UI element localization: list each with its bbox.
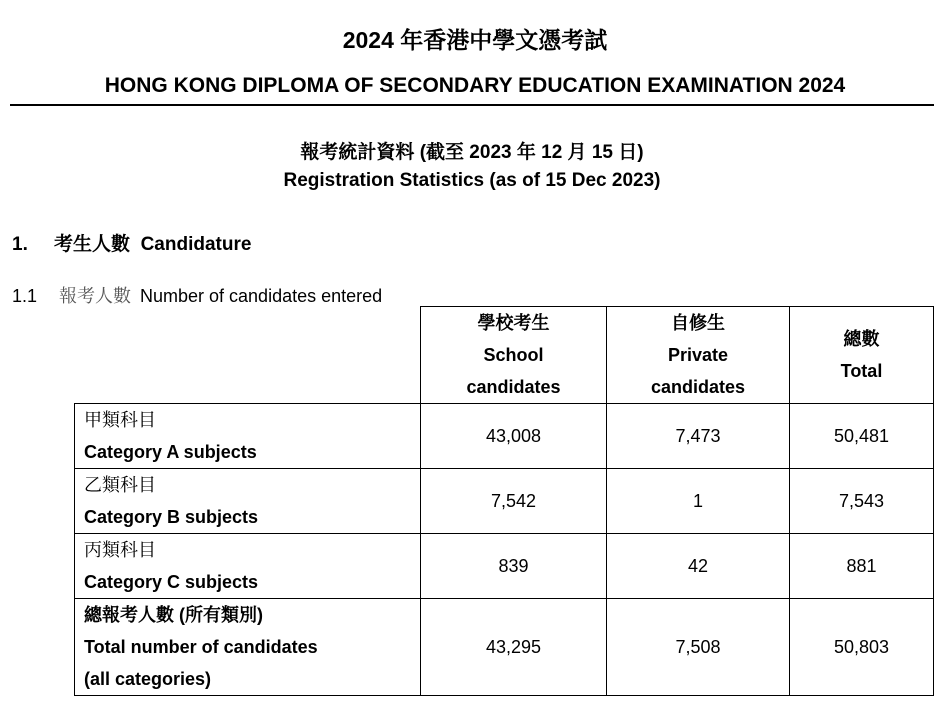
section-1-1-number: 1.1 xyxy=(12,286,38,306)
title-zh: 2024 年香港中學文憑考試 xyxy=(342,27,608,53)
title-en: HONG KONG DIPLOMA OF SECONDARY EDUCATION EXAMINATION 2024 xyxy=(104,74,846,97)
cell-private: 7,508 xyxy=(607,599,790,696)
row-label-total xyxy=(75,599,421,696)
row-label-category-b xyxy=(75,469,421,534)
row-label-zh: 乙類科目 xyxy=(84,475,156,495)
column-header-total-en: Total xyxy=(840,361,883,381)
cell-school: 43,295 xyxy=(421,599,607,696)
column-header-school-zh: 學校考生 xyxy=(477,313,550,333)
cell-total: 50,481 xyxy=(790,404,934,469)
subtitle-zh: 報考統計資料 (截至 2023 年 12 月 15 日) xyxy=(300,142,644,163)
row-label-category-c xyxy=(75,534,421,599)
table-header-row xyxy=(75,307,934,404)
column-header-private-en1: Private xyxy=(667,345,729,365)
subtitle-en: Registration Statistics (as of 15 Dec 2023) xyxy=(283,170,661,191)
row-label-en: Category B subjects xyxy=(84,507,259,527)
row-label-en: Category C subjects xyxy=(84,572,259,592)
cell-total: 50,803 xyxy=(790,599,934,696)
column-header-private-zh: 自修生 xyxy=(671,313,725,333)
row-label-en: Total number of candidates xyxy=(84,637,318,657)
row-label-zh: 丙類科目 xyxy=(84,540,156,560)
header-divider xyxy=(10,104,934,106)
row-label-category-a xyxy=(75,404,421,469)
section-1-title-zh: 考生人數 xyxy=(54,234,131,255)
row-label-en: Category A subjects xyxy=(84,442,257,462)
header-blank-cell xyxy=(75,307,421,404)
cell-private: 1 xyxy=(607,469,790,534)
section-1-1-title-en: Number of candidates entered xyxy=(140,286,383,306)
column-header-total xyxy=(790,307,934,404)
column-header-school-en1: School xyxy=(483,345,544,365)
cell-total: 881 xyxy=(790,534,934,599)
table-row xyxy=(75,404,934,469)
table-row xyxy=(75,469,934,534)
section-1-title-en: Candidature xyxy=(140,234,252,255)
cell-school: 43,008 xyxy=(421,404,607,469)
row-label-en2: (all categories) xyxy=(84,669,212,689)
row-label-zh: 總報考人數 (所有類別) xyxy=(84,605,263,625)
section-1-1-heading xyxy=(12,282,382,308)
column-header-school-en2: candidates xyxy=(466,377,561,397)
cell-private: 7,473 xyxy=(607,404,790,469)
column-header-total-zh: 總數 xyxy=(843,329,880,349)
row-label-zh: 甲類科目 xyxy=(84,410,156,430)
section-1-number: 1. xyxy=(12,234,28,255)
section-1-1-title-zh: 報考人數 xyxy=(59,286,131,306)
table-row-total xyxy=(75,599,934,696)
column-header-private xyxy=(607,307,790,404)
cell-school: 7,542 xyxy=(421,469,607,534)
cell-private: 42 xyxy=(607,534,790,599)
cell-school: 839 xyxy=(421,534,607,599)
cell-total: 7,543 xyxy=(790,469,934,534)
table-row xyxy=(75,534,934,599)
section-1-heading xyxy=(12,229,251,256)
candidates-table xyxy=(74,306,934,696)
column-header-school xyxy=(421,307,607,404)
column-header-private-en2: candidates xyxy=(650,377,746,397)
